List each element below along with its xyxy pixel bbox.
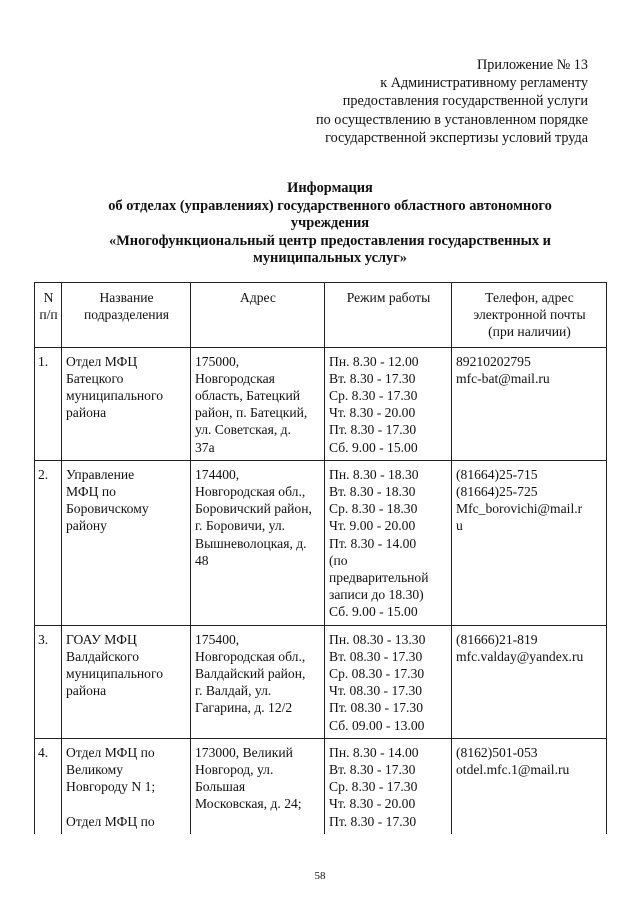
- cell-line: Батецкого: [66, 370, 124, 386]
- cell-line: района: [66, 683, 107, 699]
- cell-line: (81666)21-819: [456, 631, 538, 647]
- cell-line: (81664)25-725: [456, 484, 538, 500]
- cell-line: (8162)501-053: [456, 744, 538, 760]
- cell-line: Вышневолоцкая, д.: [195, 535, 307, 551]
- table-row: [35, 625, 607, 738]
- cell-contacts: [452, 347, 607, 460]
- cell-line: району: [66, 518, 107, 534]
- cell-line: Чт. 8.30 - 20.00: [329, 405, 416, 421]
- cell-line: Новгородская: [195, 370, 275, 386]
- cell-line: Пт. 8.30 - 17.30: [329, 422, 417, 438]
- header-text: п/п: [39, 307, 58, 323]
- cell-line: Mfc_borovichi@mail.r: [456, 501, 583, 517]
- cell-line: Пн. 8.30 - 18.30: [329, 466, 419, 482]
- cell-line: Московская, д. 24;: [195, 796, 302, 812]
- cell-line: Отдел МФЦ по: [66, 744, 155, 760]
- cell-line: (81664)25-715: [456, 466, 538, 482]
- header-text: Режим работы: [346, 290, 431, 305]
- cell-number: 4.: [35, 738, 62, 834]
- appendix-line: по осуществлению в установленном порядке: [316, 111, 588, 128]
- header-number: [35, 283, 62, 348]
- cell-line: Ср. 8.30 - 17.30: [329, 388, 418, 404]
- cell-line: Сб. 9.00 - 15.00: [329, 604, 418, 620]
- cell-line: Пн. 8.30 - 12.00: [329, 353, 419, 369]
- cell-line: Пн. 8.30 - 14.00: [329, 744, 419, 760]
- cell-line: Чт. 8.30 - 20.00: [329, 796, 416, 812]
- cell-name: [62, 460, 191, 625]
- cell-name: [62, 625, 191, 738]
- cell-line: Боровичский район,: [195, 501, 312, 517]
- cell-line: 89210202795: [456, 353, 531, 369]
- cell-contacts: [452, 460, 607, 625]
- cell-line: Вт. 8.30 - 17.30: [329, 762, 416, 778]
- appendix-line: к Административному регламенту: [380, 75, 588, 92]
- cell-line: Пт. 8.30 - 17.30: [329, 813, 417, 829]
- cell-line: mfc.valday@yandex.ru: [456, 648, 584, 664]
- header-text: Название: [99, 290, 154, 305]
- cell-line: Новгороду N 1;: [66, 779, 156, 795]
- cell-line: Пт. 8.30 - 14.00: [329, 535, 417, 551]
- header-text: подразделения: [83, 307, 170, 323]
- cell-line: otdel.mfc.1@mail.ru: [456, 762, 570, 778]
- cell-line: Пт. 08.30 - 17.30: [329, 700, 424, 716]
- cell-line: района: [66, 405, 107, 421]
- cell-line: Большая: [195, 779, 246, 795]
- cell-line: Ср. 8.30 - 17.30: [329, 779, 418, 795]
- cell-line: 175400,: [195, 631, 240, 647]
- cell-line: г. Боровичи, ул.: [195, 518, 286, 534]
- heading-line: Информация: [287, 180, 373, 196]
- cell-number: 3.: [35, 625, 62, 738]
- cell-line: Валдайского: [66, 648, 140, 664]
- cell-line: u: [456, 518, 463, 534]
- table-row: [35, 347, 607, 460]
- cell-line: Ср. 08.30 - 17.30: [329, 666, 425, 682]
- cell-contacts: [452, 738, 607, 834]
- cell-number: 2.: [35, 460, 62, 625]
- cell-line: Сб. 09.00 - 13.00: [329, 717, 425, 733]
- cell-schedule: [325, 738, 452, 834]
- cell-line: записи до 18.30): [329, 587, 424, 603]
- cell-line: район, п. Батецкий,: [195, 405, 308, 421]
- header-contacts: [452, 283, 607, 348]
- cell-line: Вт. 08.30 - 17.30: [329, 648, 423, 664]
- cell-line: mfc-bat@mail.ru: [456, 370, 550, 386]
- cell-line: Валдайский район,: [195, 666, 306, 682]
- table-row: [35, 460, 607, 625]
- cell-line: 37а: [195, 439, 215, 455]
- cell-line: Вт. 8.30 - 18.30: [329, 484, 416, 500]
- cell-schedule: [325, 347, 452, 460]
- table-header-row: [35, 283, 607, 348]
- table-body: [35, 347, 607, 834]
- cell-schedule: [325, 460, 452, 625]
- cell-line: Сб. 9.00 - 15.00: [329, 439, 418, 455]
- header-text: Адрес: [240, 290, 276, 305]
- cell-name: [62, 738, 191, 834]
- cell-line: Пн. 08.30 - 13.30: [329, 631, 426, 647]
- cell-line: Чт. 08.30 - 17.30: [329, 683, 423, 699]
- page-number: 58: [314, 870, 326, 882]
- cell-line: муниципального: [66, 388, 164, 404]
- cell-line: Великому: [66, 762, 124, 778]
- cell-line: (по: [329, 552, 348, 568]
- document-heading: [70, 180, 590, 268]
- appendix-line: предоставления государственной услуги: [342, 93, 588, 110]
- cell-line: [66, 795, 187, 812]
- cell-line: Отдел МФЦ: [66, 353, 138, 369]
- appendix-line: государственной экспертизы условий труда: [325, 129, 588, 146]
- header-text: Телефон, адрес: [485, 290, 574, 305]
- cell-name: [62, 347, 191, 460]
- cell-line: МФЦ по: [66, 484, 116, 500]
- header-text: (при наличии): [488, 324, 571, 340]
- cell-line: Новгородская обл.,: [195, 484, 306, 500]
- mfc-departments-table: [34, 282, 607, 834]
- cell-line: Отдел МФЦ по: [66, 813, 155, 829]
- cell-line: 48: [195, 552, 209, 568]
- cell-address: [191, 625, 325, 738]
- header-name: [62, 283, 191, 348]
- heading-line: учреждения: [290, 215, 370, 232]
- cell-line: 174400,: [195, 466, 240, 482]
- cell-contacts: [452, 625, 607, 738]
- cell-address: [191, 738, 325, 834]
- cell-line: г. Валдай, ул.: [195, 683, 272, 699]
- header-address: [191, 283, 325, 348]
- cell-line: Управление: [66, 466, 135, 482]
- header-text: N: [43, 290, 54, 305]
- cell-line: Чт. 9.00 - 20.00: [329, 518, 416, 534]
- header-text: электронной почты: [473, 307, 586, 323]
- cell-line: муниципального: [66, 666, 164, 682]
- cell-line: предварительной: [329, 570, 429, 586]
- header-schedule: [325, 283, 452, 348]
- cell-line: Гагарина, д. 12/2: [195, 700, 293, 716]
- cell-address: [191, 460, 325, 625]
- appendix-line: Приложение № 13: [477, 57, 588, 73]
- heading-line: об отделах (управлениях) государственного областного автономного: [108, 197, 552, 214]
- cell-line: Боровичскому: [66, 501, 149, 517]
- cell-line: ул. Советская, д.: [195, 422, 291, 438]
- cell-schedule: [325, 625, 452, 738]
- cell-line: Вт. 8.30 - 17.30: [329, 370, 416, 386]
- heading-line: «Многофункциональный центр предоставления государственных и: [109, 232, 551, 249]
- cell-line: область, Батецкий: [195, 388, 301, 404]
- cell-number: 1.: [35, 347, 62, 460]
- cell-line: Ср. 8.30 - 18.30: [329, 501, 418, 517]
- appendix-note: [316, 56, 588, 147]
- heading-line: муниципальных услуг»: [253, 250, 407, 267]
- cell-line: Новгород, ул.: [195, 762, 274, 778]
- table-row: [35, 738, 607, 834]
- cell-line: Новгородская обл.,: [195, 648, 306, 664]
- cell-line: 173000, Великий: [195, 744, 293, 760]
- cell-line: ГОАУ МФЦ: [66, 631, 137, 647]
- cell-line: 175000,: [195, 353, 240, 369]
- cell-address: [191, 347, 325, 460]
